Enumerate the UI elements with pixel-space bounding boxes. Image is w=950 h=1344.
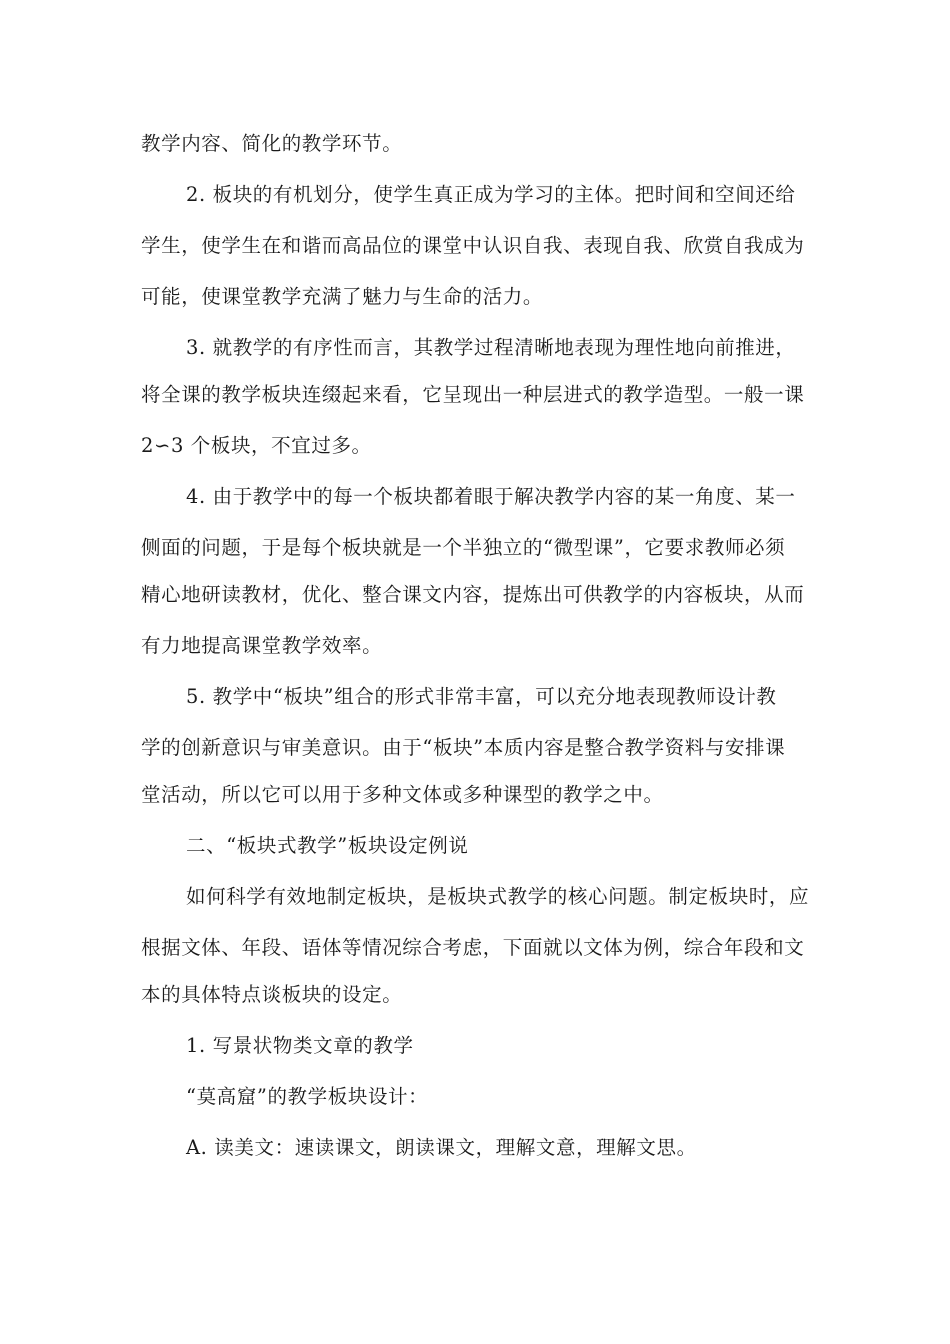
section-heading: 二、“板块式教学”板块设定例说 xyxy=(186,834,469,857)
text-line: 2. 板块的有机划分，使学生真正成为学习的主体。把时间和空间还给 xyxy=(186,183,796,206)
text-line: 堂活动，所以它可以用于多种文体或多种课型的教学之中。 xyxy=(141,783,664,806)
text-line: 教学内容、简化的教学环节。 xyxy=(141,132,403,155)
text-line: 如何科学有效地制定板块，是板块式教学的核心问题。制定板块时，应 xyxy=(186,885,810,908)
text-line: 根据文体、年段、语体等情况综合考虑，下面就以文体为例，综合年段和文 xyxy=(141,936,805,959)
text-line: 本的具体特点谈板块的设定。 xyxy=(141,983,403,1006)
text-line: 学的创新意识与审美意识。由于“板块”本质内容是整合教学资料与安排课 xyxy=(141,736,786,759)
text-line: 将全课的教学板块连缀起来看，它呈现出一种层进式的教学造型。一般一课 xyxy=(141,383,805,406)
text-line: 4. 由于教学中的每一个板块都着眼于解决教学内容的某一角度、某一 xyxy=(186,485,796,508)
text-line: 可能，使课堂教学充满了魅力与生命的活力。 xyxy=(141,285,544,308)
text-line: “莫高窟”的教学板块设计： xyxy=(186,1085,429,1108)
text-line: 学生，使学生在和谐而高品位的课堂中认识自我、表现自我、欣赏自我成为 xyxy=(141,234,805,257)
text-line: 3. 就教学的有序性而言，其教学过程清晰地表现为理性地向前推进， xyxy=(186,336,796,359)
subsection-heading: 1. 写景状物类文章的教学 xyxy=(186,1034,414,1057)
text-line: 侧面的问题，于是每个板块就是一个半独立的“微型课”，它要求教师必须 xyxy=(141,536,786,559)
text-line: 有力地提高课堂教学效率。 xyxy=(141,634,383,657)
text-line: 5. 教学中“板块”组合的形式非常丰富，可以充分地表现教师设计教 xyxy=(186,685,777,708)
text-line: 2∽3 个板块，不宜过多。 xyxy=(141,434,372,457)
text-line: 精心地研读教材，优化、整合课文内容，提炼出可供教学的内容板块，从而 xyxy=(141,583,805,606)
text-line: A. 读美文：速读课文，朗读课文，理解文意，理解文思。 xyxy=(186,1136,697,1159)
